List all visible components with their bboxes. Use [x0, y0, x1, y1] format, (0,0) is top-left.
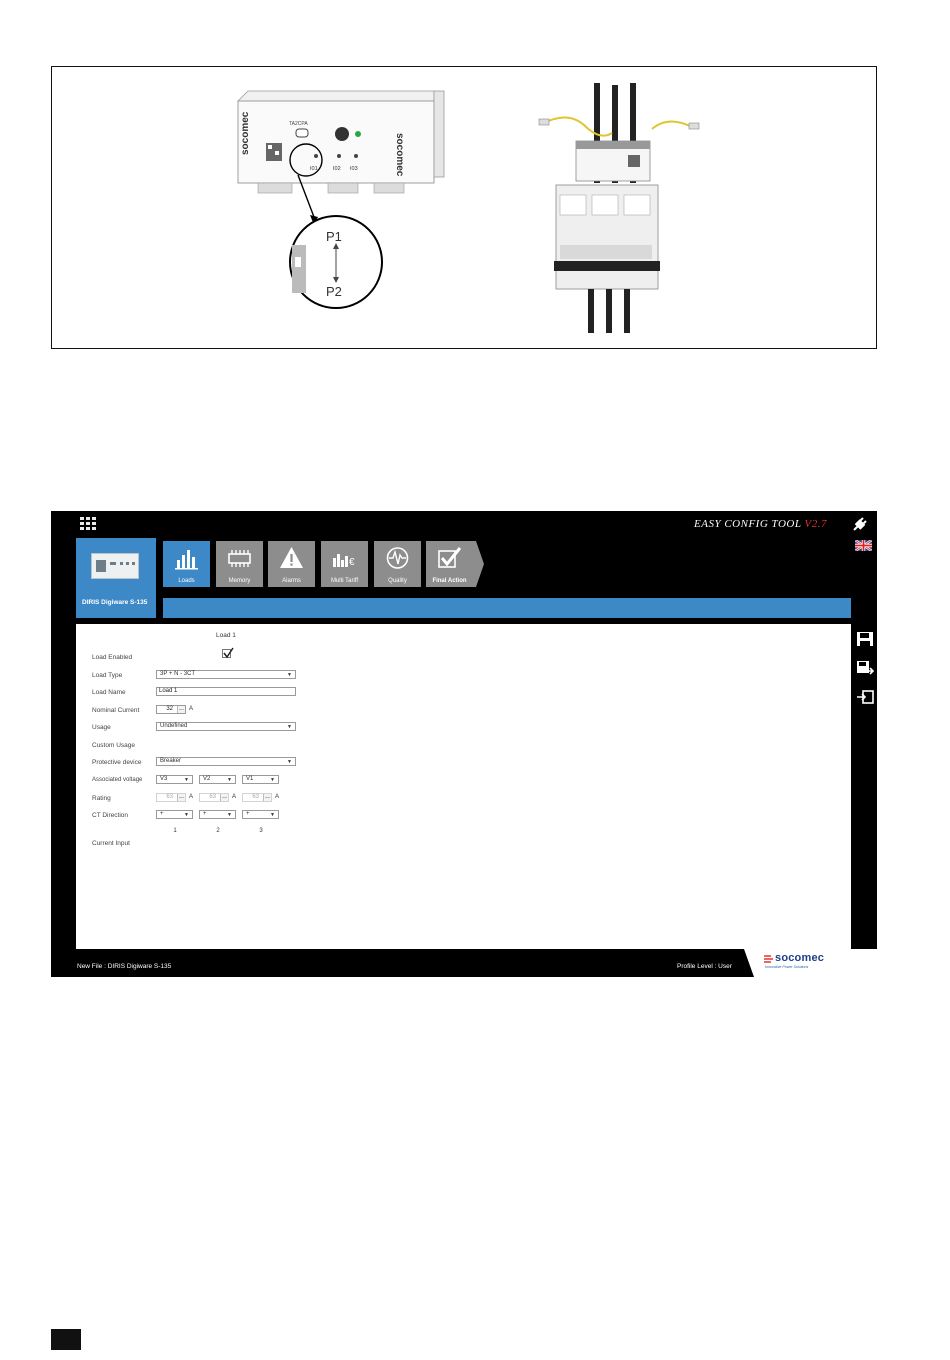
device-photo-label: TA2CPA [289, 121, 308, 127]
rating-stepper-2[interactable] [199, 793, 229, 802]
uk-flag-icon[interactable] [855, 540, 872, 551]
grid-menu-icon[interactable] [80, 517, 96, 532]
tab-loads[interactable] [163, 541, 210, 587]
label-load-name: Load Name [92, 689, 126, 696]
chevron-down-icon: ▼ [227, 812, 232, 818]
chevron-down-icon: ▼ [227, 777, 232, 783]
page-number-tab [51, 1329, 81, 1350]
nominal-current-value: 32 [166, 706, 173, 712]
product-photo-frame [51, 66, 877, 349]
tab-label-loads: Loads [178, 578, 195, 584]
label-associated-voltage: Associated voltage [92, 777, 143, 783]
ct-direction-select-2[interactable] [199, 810, 236, 819]
svg-text:€: € [349, 557, 355, 568]
app-version: V2.7 [804, 518, 827, 530]
input-index-3: 3 [259, 828, 263, 834]
save-as-icon[interactable] [856, 660, 874, 676]
associated-voltage-select-3[interactable] [242, 775, 279, 784]
exit-icon[interactable] [856, 689, 874, 705]
chevron-down-icon: ▼ [287, 724, 292, 730]
tab-memory[interactable] [216, 541, 263, 587]
final-action-check-icon [437, 546, 462, 570]
easy-config-tool-window [51, 511, 877, 977]
device-tile[interactable] [76, 538, 156, 618]
chevron-down-icon: ▼ [184, 812, 189, 818]
section-header-bar [163, 598, 851, 618]
loads-icon [174, 546, 199, 570]
chevron-down-icon: ▼ [287, 759, 292, 765]
checkmark-icon [222, 647, 234, 659]
associated-voltage-value-3: V1 [246, 776, 254, 782]
port-label-1: I01 [310, 166, 318, 172]
zoom-label-p2: P2 [326, 284, 342, 299]
logo-tagline: Innovative Power Solutions [765, 965, 809, 969]
label-ct-direction: CT Direction [92, 812, 129, 819]
nominal-current-unit: A [189, 706, 194, 712]
status-file-name: New File : DIRIS Digiware S-135 [77, 963, 172, 970]
chevron-down-icon: ▼ [270, 777, 275, 783]
rating-stepper-1[interactable] [156, 793, 186, 802]
stepper-arrows-icon[interactable] [177, 706, 185, 713]
stepper-arrows-icon[interactable] [177, 794, 185, 801]
ct-direction-select-1[interactable] [156, 810, 193, 819]
column-header-load-1: Load 1 [216, 632, 236, 639]
associated-voltage-select-2[interactable] [199, 775, 236, 784]
save-icon[interactable] [856, 631, 874, 647]
rating-unit-1: A [189, 794, 194, 800]
tab-label-quality: Quality [388, 578, 407, 584]
port-label-2: I02 [333, 166, 341, 172]
label-rating: Rating [92, 795, 111, 802]
chevron-down-icon: ▼ [287, 672, 292, 678]
protective-device-value: Breaker [160, 758, 182, 764]
ct-direction-value-3: + [246, 811, 250, 817]
rating-value-3: 63 [252, 794, 259, 800]
app-title-text: EASY CONFIG TOOL [694, 518, 802, 530]
label-usage: Usage [92, 724, 111, 731]
nominal-current-stepper[interactable] [156, 705, 186, 714]
zoom-label-p1: P1 [326, 229, 342, 244]
load-name-input[interactable]: Load 1 [156, 687, 296, 696]
label-nominal-current: Nominal Current [92, 707, 140, 714]
rating-stepper-3[interactable] [242, 793, 272, 802]
quality-waveform-icon [385, 546, 410, 570]
rating-value-2: 63 [209, 794, 216, 800]
associated-voltage-select-1[interactable] [156, 775, 193, 784]
tab-final-action[interactable] [426, 541, 486, 587]
tab-alarms[interactable] [268, 541, 315, 587]
memory-icon [227, 546, 252, 570]
logo-brand-text: socomec [775, 952, 825, 964]
load-type-select[interactable] [156, 670, 296, 679]
multi-tariff-icon [332, 546, 357, 570]
stepper-arrows-icon[interactable] [220, 794, 228, 801]
device-name: DIRIS Digiware S-135 [82, 599, 148, 606]
digiware-module-front [238, 91, 444, 193]
port-label-3: I03 [350, 166, 358, 172]
ct-direction-value-1: + [160, 811, 164, 817]
usage-select[interactable] [156, 722, 296, 731]
socomec-logo [763, 951, 853, 975]
tab-label-memory: Memory [228, 578, 251, 584]
load-enabled-checkbox[interactable] [222, 649, 231, 658]
tab-label-multi-tariff: Multi Tariff [330, 578, 359, 584]
associated-voltage-value-2: V2 [203, 776, 211, 782]
tab-label-alarms: Alarms [282, 578, 301, 584]
ct-direction-select-3[interactable] [242, 810, 279, 819]
load-config-form [76, 624, 851, 949]
brand-text-right: socomec [394, 133, 405, 177]
label-load-type: Load Type [92, 672, 123, 679]
tab-multi-tariff[interactable] [321, 541, 368, 587]
label-custom-usage: Custom Usage [92, 742, 135, 749]
connect-plug-icon[interactable] [851, 515, 869, 533]
load-config-panel [76, 624, 851, 949]
input-index-2: 2 [216, 828, 220, 834]
label-protective-device: Protective device [92, 759, 142, 766]
protective-device-select[interactable] [156, 757, 296, 766]
associated-voltage-value-1: V3 [160, 776, 168, 782]
alarm-warning-icon [279, 546, 304, 570]
rating-unit-2: A [232, 794, 237, 800]
chevron-down-icon: ▼ [184, 777, 189, 783]
usage-value: Undefined [160, 723, 188, 729]
breaker-assembly [539, 83, 699, 333]
stepper-arrows-icon[interactable] [263, 794, 271, 801]
chevron-down-icon: ▼ [270, 812, 275, 818]
device-thumbnail-icon [91, 553, 139, 579]
tab-label-final-action: Final Action [432, 578, 467, 584]
load-type-value: 3P + N - 3CT [160, 671, 196, 677]
product-illustration [52, 67, 878, 350]
label-load-enabled: Load Enabled [92, 654, 133, 661]
ct-direction-value-2: + [203, 811, 207, 817]
status-profile-level: Profile Level : User [677, 963, 732, 970]
app-title [694, 518, 827, 530]
socomec-mark-icon [763, 954, 775, 964]
rating-value-1: 63 [166, 794, 173, 800]
rating-unit-3: A [275, 794, 280, 800]
brand-text-left: socomec [240, 111, 251, 155]
label-current-input: Current Input [92, 840, 130, 847]
tab-quality[interactable] [374, 541, 421, 587]
input-index-1: 1 [173, 828, 177, 834]
